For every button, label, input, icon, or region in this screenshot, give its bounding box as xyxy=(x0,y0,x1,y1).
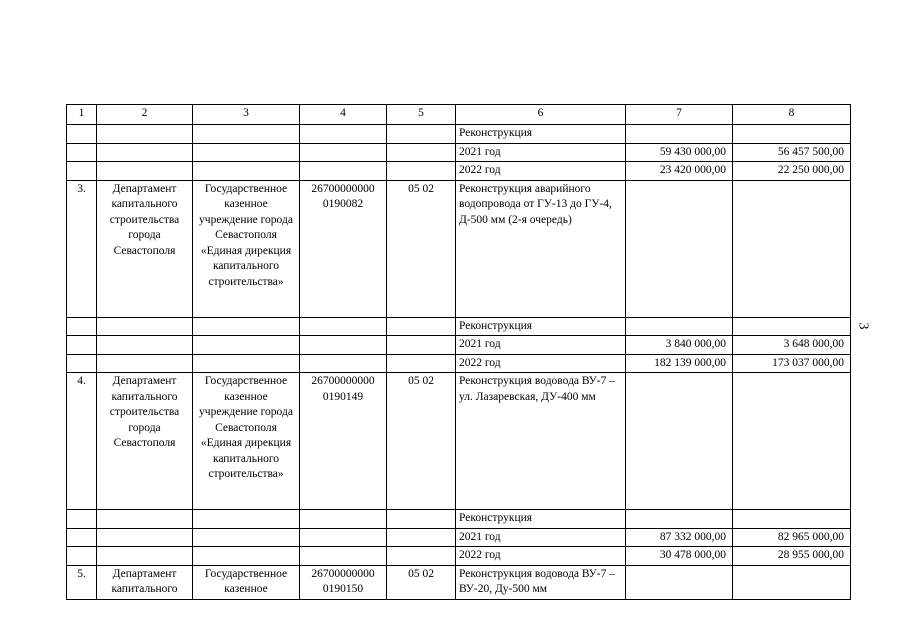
amount-column-7: 59 430 000,00 xyxy=(626,143,733,162)
section-code-cell: 05 02 xyxy=(387,373,456,510)
budget-code-cell: 26700000000 0190082 xyxy=(300,180,387,317)
empty-cell xyxy=(387,510,456,529)
column-header-1: 1 xyxy=(67,105,97,125)
amount-column-7: 87 332 000,00 xyxy=(626,528,733,547)
empty-cell xyxy=(193,143,300,162)
entry-number: 5. xyxy=(67,565,97,599)
amount-column-8: 28 955 000,00 xyxy=(733,547,851,566)
amount-column-7 xyxy=(626,125,733,144)
department-cell: Департамент капитального строительства города Севастополя xyxy=(97,373,193,510)
empty-cell xyxy=(193,547,300,566)
empty-cell xyxy=(193,162,300,181)
entry-row xyxy=(67,180,851,317)
empty-cell xyxy=(300,528,387,547)
sub-row xyxy=(67,528,851,547)
amount-column-7: 182 139 000,00 xyxy=(626,354,733,373)
amount-column-8: 173 037 000,00 xyxy=(733,354,851,373)
empty-cell xyxy=(300,162,387,181)
entry-row xyxy=(67,373,851,510)
amount-column-8: 56 457 500,00 xyxy=(733,143,851,162)
institution-cell: Государственное казенное учреждение города Севастополя «Единая дирекция капитального строительства» xyxy=(193,180,300,317)
department-cell: Департамент капитального строительства города Севастополя xyxy=(97,180,193,317)
empty-cell xyxy=(387,336,456,355)
empty-cell xyxy=(193,354,300,373)
column-header-7: 7 xyxy=(626,105,733,125)
empty-cell xyxy=(300,510,387,529)
empty-cell xyxy=(300,547,387,566)
empty-cell xyxy=(97,547,193,566)
empty-cell xyxy=(387,317,456,336)
amount-column-8 xyxy=(733,317,851,336)
sub-row xyxy=(67,354,851,373)
object-name-cell: Реконструкция водовода ВУ-7 – ул. Лазаревская, ДУ-400 мм xyxy=(456,373,626,510)
empty-cell xyxy=(193,125,300,144)
empty-cell xyxy=(97,336,193,355)
empty-cell xyxy=(387,125,456,144)
section-code-cell: 05 02 xyxy=(387,565,456,599)
amount-column-8: 3 648 000,00 xyxy=(733,336,851,355)
sub-row-label: 2022 год xyxy=(456,162,626,181)
empty-cell xyxy=(67,336,97,355)
amount-column-8: 82 965 000,00 xyxy=(733,528,851,547)
amount-column-8 xyxy=(733,510,851,529)
budget-code-cell: 26700000000 0190150 xyxy=(300,565,387,599)
empty-cell xyxy=(300,317,387,336)
amount-column-7: 3 840 000,00 xyxy=(626,336,733,355)
amount-column-8: 22 250 000,00 xyxy=(733,162,851,181)
entry-number: 3. xyxy=(67,180,97,317)
sub-row-label: 2021 год xyxy=(456,336,626,355)
sub-row-label: 2021 год xyxy=(456,143,626,162)
sub-row xyxy=(67,336,851,355)
column-header-5: 5 xyxy=(387,105,456,125)
sub-row xyxy=(67,143,851,162)
empty-cell xyxy=(387,162,456,181)
entry-number: 4. xyxy=(67,373,97,510)
column-header-8: 8 xyxy=(733,105,851,125)
sub-row xyxy=(67,317,851,336)
header-row xyxy=(67,105,851,125)
department-cell: Департамент капитального xyxy=(97,565,193,599)
institution-cell: Государственное казенное xyxy=(193,565,300,599)
sub-row-label: Реконструкция xyxy=(456,317,626,336)
institution-cell: Государственное казенное учреждение города Севастополя «Единая дирекция капитального строительства» xyxy=(193,373,300,510)
empty-cell xyxy=(300,125,387,144)
empty-cell xyxy=(67,317,97,336)
amount-column-7: 23 420 000,00 xyxy=(626,162,733,181)
amount-2022-placeholder-cell xyxy=(733,373,851,510)
sub-row-label: 2021 год xyxy=(456,528,626,547)
empty-cell xyxy=(97,143,193,162)
amount-column-7: 30 478 000,00 xyxy=(626,547,733,566)
sub-row xyxy=(67,510,851,529)
sub-row xyxy=(67,162,851,181)
empty-cell xyxy=(193,317,300,336)
amount-column-7 xyxy=(626,510,733,529)
empty-cell xyxy=(300,143,387,162)
empty-cell xyxy=(67,162,97,181)
empty-cell xyxy=(97,317,193,336)
amount-2021-placeholder-cell xyxy=(626,180,733,317)
empty-cell xyxy=(67,510,97,529)
amount-2021-placeholder-cell xyxy=(626,373,733,510)
sub-row xyxy=(67,547,851,566)
entry-row xyxy=(67,565,851,599)
budget-table xyxy=(66,104,851,600)
empty-cell xyxy=(67,354,97,373)
empty-cell xyxy=(387,143,456,162)
column-header-3: 3 xyxy=(193,105,300,125)
empty-cell xyxy=(387,547,456,566)
object-name-cell: Реконструкция водовода ВУ-7 – ВУ-20, Ду-500 мм xyxy=(456,565,626,599)
empty-cell xyxy=(97,354,193,373)
empty-cell xyxy=(97,510,193,529)
empty-cell xyxy=(97,162,193,181)
sub-row-label: Реконструкция xyxy=(456,510,626,529)
sub-row-label: Реконструкция xyxy=(456,125,626,144)
sub-row-label: 2022 год xyxy=(456,354,626,373)
object-name-cell: Реконструкция аварийного водопровода от ГУ-13 до ГУ-4, Д-500 мм (2-я очередь) xyxy=(456,180,626,317)
sub-row-label: 2022 год xyxy=(456,547,626,566)
empty-cell xyxy=(387,528,456,547)
amount-column-8 xyxy=(733,125,851,144)
section-code-cell: 05 02 xyxy=(387,180,456,317)
empty-cell xyxy=(300,336,387,355)
column-header-2: 2 xyxy=(97,105,193,125)
empty-cell xyxy=(387,354,456,373)
amount-2022-placeholder-cell xyxy=(733,565,851,599)
page-number: 3 xyxy=(855,322,871,330)
empty-cell xyxy=(67,125,97,144)
amount-column-7 xyxy=(626,317,733,336)
sub-row xyxy=(67,125,851,144)
empty-cell xyxy=(300,354,387,373)
empty-cell xyxy=(193,510,300,529)
budget-code-cell: 26700000000 0190149 xyxy=(300,373,387,510)
empty-cell xyxy=(97,125,193,144)
empty-cell xyxy=(97,528,193,547)
amount-2022-placeholder-cell xyxy=(733,180,851,317)
empty-cell xyxy=(193,528,300,547)
empty-cell xyxy=(67,528,97,547)
amount-2021-placeholder-cell xyxy=(626,565,733,599)
column-header-6: 6 xyxy=(456,105,626,125)
empty-cell xyxy=(193,336,300,355)
empty-cell xyxy=(67,547,97,566)
empty-cell xyxy=(67,143,97,162)
column-header-4: 4 xyxy=(300,105,387,125)
